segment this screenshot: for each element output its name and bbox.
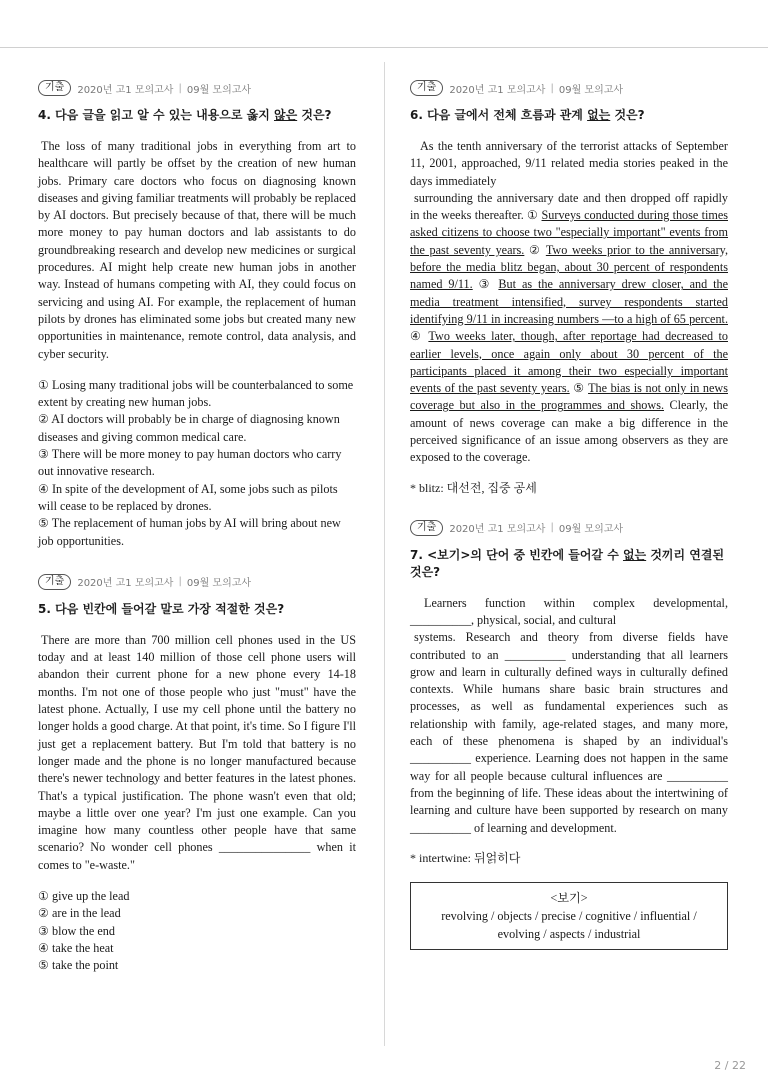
exam-year: 2020년 고1 모의고사 <box>77 578 174 590</box>
exam-month: 09월 모의고사 <box>186 84 252 96</box>
right-column <box>410 78 728 950</box>
vocab-note: * intertwine: 뒤얽히다 <box>410 850 521 865</box>
passage: There are more than 700 million cell phones used in the US today and at least 140 million of those cell phone users will abandon their current phone for a new phone every 14-18 months. I'm not one of those people who just "must" have the latest phone. Actually, I use my cell phone until the battery no longer holds a good charge. At that point, it's time. So I figure I'll just get a replacement battery. But I'm told that battery is no longer made and the phone is no longer manufactured because there's newer technology and better features in the latest phones. That's a typical justification. The phone wasn't even that old; maybe a little over one year? I'm just one example. Can you imagine how many countless other people have that same scenario? No wonder cell phones _______________ when it comes to "e-waste." <box>38 632 356 872</box>
spacer <box>410 496 728 518</box>
title-emphasis: 없는 <box>587 108 611 122</box>
question-7 <box>410 518 728 950</box>
sentence-number: ① <box>523 208 542 223</box>
sentence-2: Two weeks prior to the anniversary, before the media blitz began, about 30 percent of respondents named 9/11. <box>410 242 728 292</box>
title-text-end: 것은? <box>297 108 332 122</box>
word-box <box>410 882 728 950</box>
sentence-5: The bias is not only in news coverage but also in the programmes and shows. <box>410 381 728 413</box>
exam-month: 09월 모의고사 <box>186 578 252 590</box>
option[interactable]: ⑤ take the point <box>38 958 119 973</box>
question-meta <box>410 78 728 98</box>
question-meta <box>38 78 356 98</box>
question-meta <box>38 572 356 592</box>
question-title <box>410 107 728 124</box>
meta-separator: | <box>178 82 182 94</box>
option[interactable]: ② are in the lead <box>38 906 121 921</box>
question-meta <box>410 518 728 538</box>
question-6 <box>410 78 728 496</box>
word-box-words: revolving / objects / precise / cognitive / influential / evolving / aspects / industrial <box>441 908 697 941</box>
sentence-number: ④ <box>410 329 429 344</box>
option[interactable]: ③ There will be more money to pay human doctors who carry out innovative research. <box>38 447 342 479</box>
meta-separator: | <box>550 82 554 94</box>
sentence-4: Two weeks later, though, after reportage had decreased to earlier levels, once again only about 30 percent of the participants placed it among their two especially important events of the past seventy years. <box>410 329 728 396</box>
source-badge: 기출 <box>38 80 71 96</box>
sentence-number: ③ <box>472 277 499 292</box>
passage <box>410 190 728 467</box>
spacer <box>38 550 356 572</box>
question-title <box>38 107 356 124</box>
meta-separator: | <box>550 522 554 534</box>
word-box-title: <보기> <box>550 890 588 905</box>
source-badge: 기출 <box>410 80 443 96</box>
sentence-number: ② <box>524 242 546 257</box>
source-badge: 기출 <box>38 574 71 590</box>
meta-separator: | <box>178 576 182 588</box>
question-title <box>410 547 728 581</box>
vocab-note: * blitz: 대선전, 집중 공세 <box>410 480 537 495</box>
question-title: 5. 다음 빈칸에 들어갈 말로 가장 적절한 것은? <box>38 601 285 616</box>
exam-year: 2020년 고1 모의고사 <box>449 524 546 536</box>
option[interactable]: ⑤ The replacement of human jobs by AI will bring about new job opportunities. <box>38 516 341 548</box>
left-column <box>38 78 356 974</box>
passage-lead: surrounding the anniversary date and then dropped off rapidly in the weeks thereafter. <box>410 190 728 223</box>
exam-year: 2020년 고1 모의고사 <box>77 84 174 96</box>
page-number: 2 / 22 <box>714 1059 746 1072</box>
option[interactable]: ① Losing many traditional jobs will be counterbalanced to some extent by creating new human jobs. <box>38 377 354 410</box>
sentence-number: ⑤ <box>569 381 589 396</box>
exam-month: 09월 모의고사 <box>558 84 624 96</box>
question-4 <box>38 78 356 550</box>
title-text: 7. <보기>의 단어 중 빈칸에 들어갈 수 <box>410 547 623 562</box>
option[interactable]: ④ take the heat <box>38 940 114 955</box>
passage-intro: As the tenth anniversary of the terrorist attacks of September 11, 2001, approached, 9/11 related media stories peaked in the days immediately <box>410 139 728 188</box>
source-badge: 기출 <box>410 520 443 536</box>
passage-intro: Learners function within complex developmental, __________, physical, social, and cultural <box>410 595 728 627</box>
exam-month: 09월 모의고사 <box>558 524 624 536</box>
option[interactable]: ④ In spite of the development of AI, some jobs such as pilots will cease to be replaced by drones. <box>38 481 338 513</box>
passage: The loss of many traditional jobs in everything from art to healthcare will partly be offset by the creation of new human jobs. Primary care doctors who focus on diagnosing known diseases and giving familiar treatments will probably be replaced by AI doctors. But precisely because of that, there will be much more money to pay human doctors and lab assistants to do groundbreaking research and develop new medicines or surgical procedures. AI might help create new human jobs in another way. Instead of humans competing with AI, they could focus on servicing and using AI. For example, the replacement of human pilots by drones has eliminated some jobs but created many new opportunities in maintenance, remote control, data analysis, and cyber security. <box>38 139 356 361</box>
title-text: 6. 다음 글에서 전체 흐름과 관계 <box>410 108 588 122</box>
exam-year: 2020년 고1 모의고사 <box>449 84 546 96</box>
passage: systems. Research and theory from diverse fields have contributed to an __________ understanding that all learners grow and learn in culturally defined ways in culturally defined contexts. While humans share basic brain structures and processes, as well as fundamental experiences such as relationship with family, age-related stages, and many more, each of these phenomena is shaped by an individual's __________ experience. Learning does not happen in the same way for all people because cultural influences are __________ from the beginning of life. These ideas about the intertwining of learning and culture have been supported by research on many __________ of learning and development. <box>410 630 728 835</box>
passage-conclusion: Clearly, the amount of news coverage can make a big difference in the perceived significance of an issue among observers as they are exposed to the coverage. <box>410 398 728 465</box>
answer-options <box>38 377 356 550</box>
answer-options <box>38 888 356 974</box>
column-divider <box>384 62 385 1046</box>
option[interactable]: ② AI doctors will probably be in charge of diagnosing known diseases and giving common medical care. <box>38 412 340 444</box>
title-emphasis: 않은 <box>273 108 298 122</box>
sentence-1: Surveys conducted during those times asked citizens to choose two "especially important" events from the past seventy years. <box>410 208 728 257</box>
title-text-end: 것끼리 연결된 것은? <box>410 547 725 579</box>
question-5 <box>38 572 356 975</box>
option[interactable]: ③ blow the end <box>38 923 115 938</box>
header-rule <box>0 47 768 48</box>
title-text: 4. 다음 글을 읽고 알 수 있는 내용으로 옳지 <box>38 108 274 122</box>
option[interactable]: ① give up the lead <box>38 888 130 903</box>
title-emphasis: 없는 <box>622 547 647 562</box>
sentence-3: But as the anniversary drew closer, and the media treatment intensified, survey respondents started identifying 9/11 in increasing numbers —to a high of 65 percent. <box>410 277 728 326</box>
title-text-end: 것은? <box>610 108 645 122</box>
